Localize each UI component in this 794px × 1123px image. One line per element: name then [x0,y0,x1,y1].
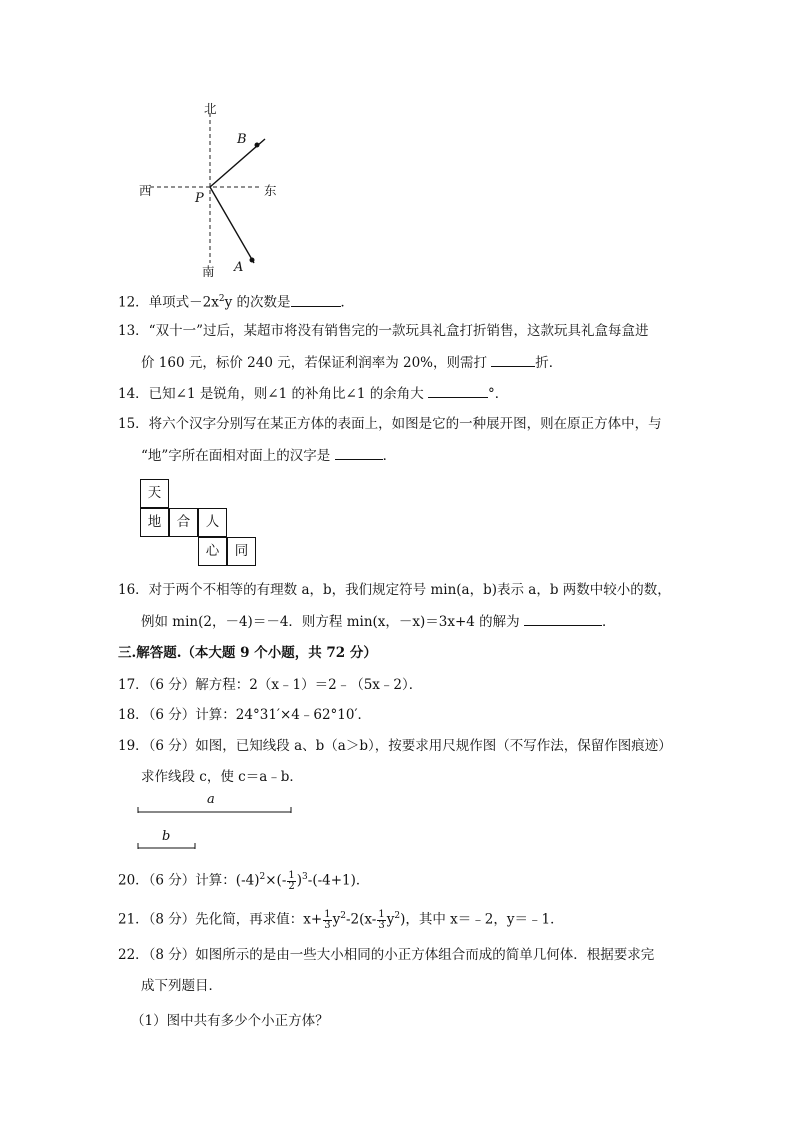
question-12: 12．单项式$-2x^2y$ 的次数是 ． [118,294,355,311]
fraction-one-half: $\frac{1}{2}$ [288,869,295,892]
question-15-line-2: “地”字所在面相对面上的汉字是 ． [141,448,397,464]
question-17: 17．（6 分）解方程：2（x﹣1）＝2﹣（5x﹣2）． [118,677,423,693]
question-20: 20．（6 分）计算：$(-4)^2\times(-$ $\frac{1}{2}$ )$^3$-(-4+1)． [118,869,370,892]
question-22-sub-1: （1）图中共有多少个小正方体？ [131,1013,329,1029]
east-label: 东 [264,183,277,198]
segment-b-label: b [162,829,171,844]
answer-blank-14[interactable] [428,384,488,398]
net-cell-xin: 心 [198,537,227,566]
question-22-line-2: 成下列题目． [141,978,222,994]
section-3-heading: 三.解答题.（本大题 9 个小题，共 72 分） [118,645,377,661]
fraction-one-third-b: $\frac{1}{3}$ [378,908,385,931]
question-16-line-2: 例如 min(2，－4)＝－4．则方程 min(x，－x)＝3x+4 的解为 ． [141,614,616,630]
net-cell-ren: 人 [198,508,227,537]
answer-blank-15[interactable] [335,446,383,460]
question-15-line-1: 15．将六个汉字分别写在某正方体的表面上，如图是它的一种展开图，则在原正方体中，与 [118,416,662,432]
question-13-line-2: 价 160 元，标价 240 元，若保证利润率为 20%，则需打 折． [141,355,563,371]
answer-blank-16[interactable] [524,612,602,626]
question-22-line-1: 22．（8 分）如图所示的是由一些大小相同的小正方体组合而成的简单几何体．根据要求完 [118,947,655,963]
point-b-dot [255,143,260,148]
question-21: 21．（8 分）先化简，再求值：x+ $\frac{1}{3}$ $y^2-2(x-$ $\frac{1}{3}$ $y^2$)，其中 x＝﹣2，y＝﹣1． [118,908,564,931]
point-a-label: A [234,260,244,275]
net-cell-tian: 天 [140,479,169,508]
fraction-one-third-a: $\frac{1}{3}$ [324,908,331,931]
segment-a-label: a [207,792,215,807]
ray-pa [210,187,254,263]
question-13-line-1: 13．“双十一”过后，某超市将没有销售完的一款玩具礼盒打折销售，这款玩具礼盒每盒进 [118,323,649,339]
point-p-label: P [195,191,204,206]
point-a-dot [250,258,255,263]
question-18: 18．（6 分）计算：24°31′×4﹣62°10′． [118,707,372,723]
west-label: 西 [139,183,152,198]
north-label: 北 [204,101,217,116]
segment-a [134,804,296,816]
answer-blank-12[interactable] [291,293,341,307]
answer-blank-13[interactable] [491,353,535,367]
south-label: 南 [202,264,215,279]
question-19-line-1: 19．（6 分）如图，已知线段 a、b（a＞b），按要求用尺规作图（不写作法，保留作图痕迹） [118,738,672,754]
net-cell-he: 合 [169,508,198,537]
net-cell-di: 地 [140,508,169,537]
question-19-line-2: 求作线段 c，使 c＝a﹣b． [141,769,303,785]
point-b-label: B [237,132,247,147]
question-16-line-1: 16．对于两个不相等的有理数 a，b，我们规定符号 min(a，b)表示 a，b 两数中较小的数， [118,582,671,598]
net-cell-tong: 同 [227,537,256,566]
question-14: 14．已知∠1 是锐角，则∠1 的补角比∠1 的余角大 °． [118,386,509,402]
